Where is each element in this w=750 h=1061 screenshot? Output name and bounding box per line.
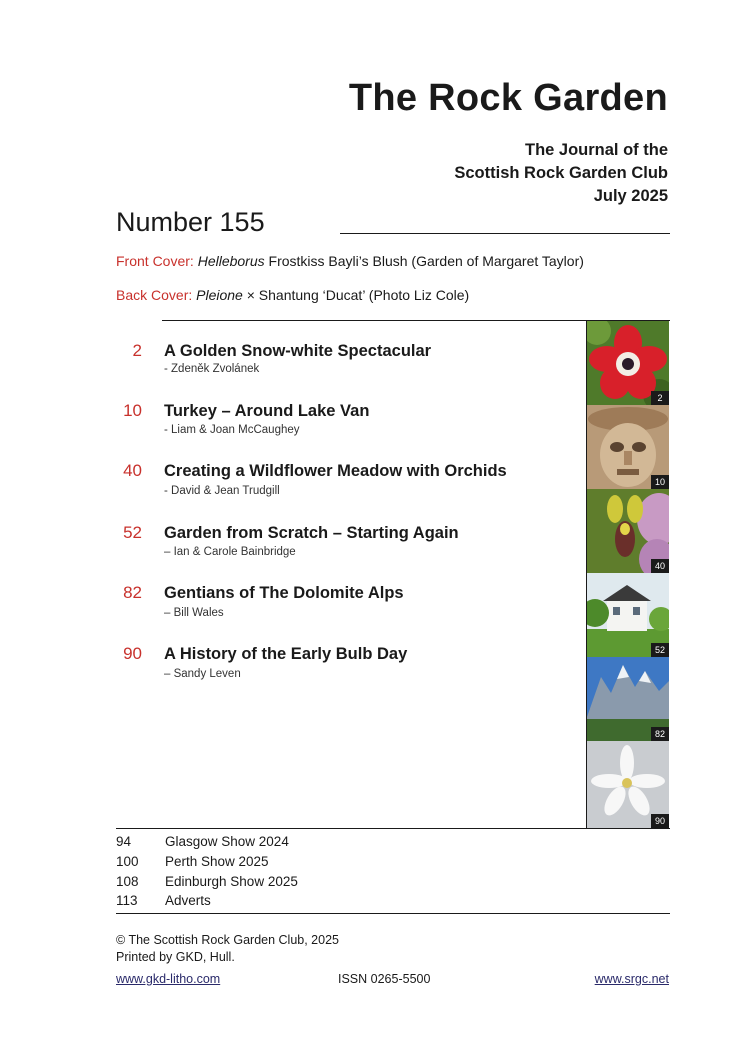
front-cover-caption bbox=[116, 252, 584, 270]
number-rule bbox=[340, 233, 670, 234]
article-title[interactable]: Gentians of The Dolomite Alps bbox=[164, 584, 404, 602]
show-entry[interactable] bbox=[116, 891, 211, 911]
article-author: - Zdeněk Zvolánek bbox=[164, 363, 260, 375]
printer-link[interactable]: www.gkd-litho.com bbox=[116, 972, 221, 986]
back-cover-text: × Shantung ‘Ducat’ (Photo Liz Cole) bbox=[246, 287, 470, 303]
article-page: 52 bbox=[123, 523, 142, 542]
issn: ISSN 0265-5500 bbox=[338, 972, 431, 986]
show-page: 108 bbox=[116, 874, 139, 889]
article-page: 2 bbox=[132, 341, 142, 360]
article-author: - Liam & Joan McCaughey bbox=[164, 424, 300, 436]
copyright: © The Scottish Rock Garden Club, 2025 bbox=[116, 933, 339, 947]
article-page: 90 bbox=[123, 644, 142, 663]
show-title: Perth Show 2025 bbox=[165, 854, 269, 869]
thumbnail-page: 90 bbox=[651, 814, 669, 828]
issue-date: July 2025 bbox=[593, 187, 668, 205]
front-cover-genus: Helleborus bbox=[197, 253, 265, 269]
show-page: 94 bbox=[116, 834, 132, 849]
back-cover-genus: Pleione bbox=[196, 287, 243, 303]
thumbnail-page: 2 bbox=[651, 391, 669, 405]
article-title[interactable]: Creating a Wildflower Meadow with Orchids bbox=[164, 462, 507, 480]
show-page: 100 bbox=[116, 854, 139, 869]
article-page: 40 bbox=[123, 461, 142, 480]
show-entry[interactable] bbox=[116, 832, 289, 852]
article-title[interactable]: A Golden Snow-white Spectacular bbox=[164, 342, 432, 360]
article-author: - David & Jean Trudgill bbox=[164, 485, 280, 497]
printed-by: Printed by GKD, Hull. bbox=[116, 950, 235, 964]
article-title[interactable]: Garden from Scratch – Starting Again bbox=[164, 524, 459, 542]
front-cover-label: Front Cover: bbox=[116, 253, 194, 269]
thumbnail-carved-head[interactable] bbox=[587, 405, 669, 489]
back-cover-label: Back Cover: bbox=[116, 287, 193, 303]
show-title: Edinburgh Show 2025 bbox=[165, 874, 298, 889]
thumbnail-red-anemone[interactable] bbox=[587, 321, 669, 405]
thumbnail-orchid[interactable] bbox=[587, 489, 669, 573]
article-title[interactable]: Turkey – Around Lake Van bbox=[164, 402, 370, 420]
article-page: 82 bbox=[123, 583, 142, 602]
show-title: Adverts bbox=[165, 893, 211, 908]
subtitle-line-1: The Journal of the bbox=[524, 141, 668, 159]
toc-bottom-rule bbox=[116, 828, 670, 829]
thumbnail-dolomites[interactable] bbox=[587, 657, 669, 741]
article-author: – Sandy Leven bbox=[164, 668, 241, 680]
thumbnail-white-flower[interactable] bbox=[587, 741, 669, 828]
back-cover-caption bbox=[116, 286, 469, 304]
thumbnail-garden-house[interactable] bbox=[587, 573, 669, 657]
article-author: – Bill Wales bbox=[164, 607, 224, 619]
show-entry[interactable] bbox=[116, 872, 298, 892]
front-cover-text: Frostkiss Bayli’s Blush (Garden of Margaret Taylor) bbox=[268, 253, 584, 269]
thumbnail-page: 82 bbox=[651, 727, 669, 741]
footer-rule bbox=[116, 913, 670, 914]
thumbnail-page: 10 bbox=[651, 475, 669, 489]
show-title: Glasgow Show 2024 bbox=[165, 834, 289, 849]
article-title[interactable]: A History of the Early Bulb Day bbox=[164, 645, 408, 663]
show-page: 113 bbox=[116, 893, 138, 908]
srgc-link[interactable]: www.srgc.net bbox=[594, 972, 669, 986]
subtitle-line-2: Scottish Rock Garden Club bbox=[454, 164, 668, 182]
thumbnail-page: 52 bbox=[651, 643, 669, 657]
show-entry[interactable] bbox=[116, 852, 269, 872]
article-page: 10 bbox=[123, 401, 142, 420]
journal-title: The Rock Garden bbox=[348, 77, 668, 119]
article-author: – Ian & Carole Bainbridge bbox=[164, 546, 296, 558]
issue-number: Number 155 bbox=[116, 207, 265, 237]
thumbnail-page: 40 bbox=[651, 559, 669, 573]
